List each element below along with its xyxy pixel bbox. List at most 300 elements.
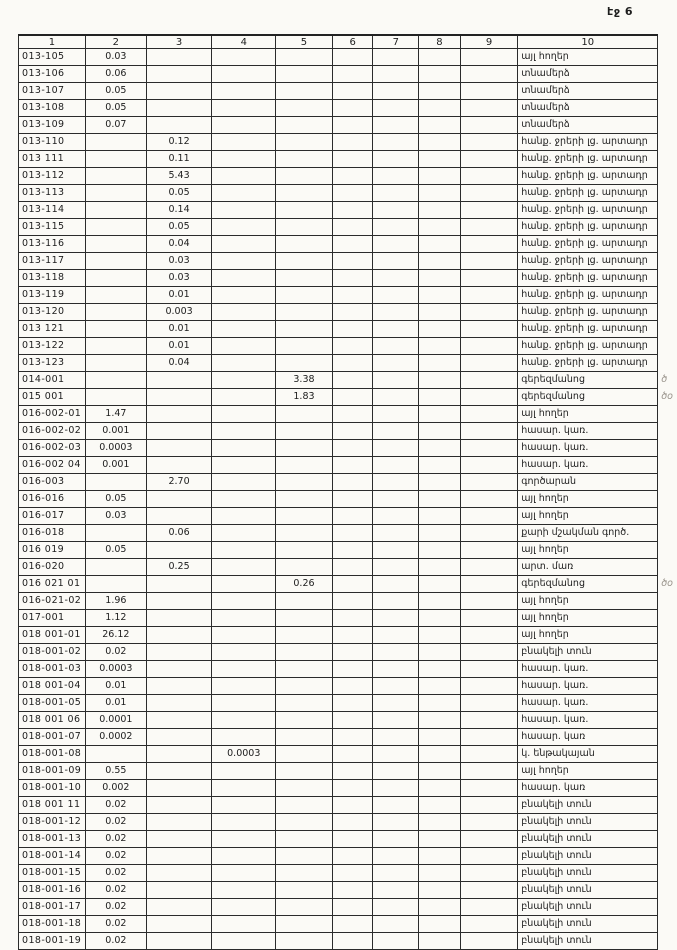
land-use-label: գերեզմանոց xyxy=(518,389,658,406)
land-use-label: բնակելի տուն xyxy=(518,797,658,814)
value-cell xyxy=(276,219,333,236)
value-cell: 0.02 xyxy=(85,848,146,865)
value-cell xyxy=(373,661,419,678)
land-use-label: գերեզմանոց xyxy=(518,372,658,389)
value-cell xyxy=(460,933,518,950)
value-cell xyxy=(419,695,461,712)
parcel-code: 013 121 xyxy=(19,321,86,338)
value-cell xyxy=(146,49,212,66)
margin-note xyxy=(658,423,677,440)
parcel-code: 018 001-01 xyxy=(19,627,86,644)
value-cell xyxy=(146,423,212,440)
value-cell xyxy=(332,253,373,270)
value-cell xyxy=(276,338,333,355)
value-cell xyxy=(276,661,333,678)
value-cell xyxy=(212,797,276,814)
value-cell xyxy=(373,287,419,304)
parcel-code: 013-105 xyxy=(19,49,86,66)
value-cell xyxy=(146,627,212,644)
value-cell xyxy=(419,372,461,389)
table-row xyxy=(19,797,677,814)
land-use-label: բնակելի տուն xyxy=(518,933,658,950)
value-cell: 0.01 xyxy=(85,695,146,712)
value-cell: 0.01 xyxy=(146,287,212,304)
value-cell xyxy=(332,270,373,287)
value-cell xyxy=(212,372,276,389)
value-cell: 0.05 xyxy=(85,491,146,508)
value-cell xyxy=(146,746,212,763)
margin-note xyxy=(658,117,677,134)
parcel-code: 013-123 xyxy=(19,355,86,372)
value-cell xyxy=(276,66,333,83)
table-row xyxy=(19,355,677,372)
value-cell xyxy=(212,525,276,542)
column-header: 5 xyxy=(276,35,333,49)
table-row xyxy=(19,525,677,542)
value-cell xyxy=(373,712,419,729)
land-use-label: այլ հողեր xyxy=(518,593,658,610)
value-cell xyxy=(276,287,333,304)
margin-note xyxy=(658,304,677,321)
table-row xyxy=(19,593,677,610)
margin-note xyxy=(658,678,677,695)
value-cell xyxy=(373,763,419,780)
value-cell xyxy=(373,916,419,933)
table-row xyxy=(19,831,677,848)
land-use-label: բնակելի տուն xyxy=(518,865,658,882)
value-cell xyxy=(212,440,276,457)
value-cell xyxy=(146,865,212,882)
value-cell xyxy=(332,814,373,831)
margin-note xyxy=(658,168,677,185)
value-cell xyxy=(146,882,212,899)
margin-note xyxy=(658,712,677,729)
column-header: 7 xyxy=(373,35,419,49)
value-cell xyxy=(146,491,212,508)
value-cell xyxy=(460,610,518,627)
value-cell xyxy=(373,236,419,253)
value-cell xyxy=(460,593,518,610)
value-cell xyxy=(332,661,373,678)
column-header: 10 xyxy=(518,35,658,49)
value-cell xyxy=(146,695,212,712)
value-cell xyxy=(419,559,461,576)
value-cell xyxy=(212,253,276,270)
value-cell xyxy=(212,134,276,151)
value-cell xyxy=(276,185,333,202)
value-cell xyxy=(212,168,276,185)
margin-note xyxy=(658,865,677,882)
value-cell xyxy=(332,763,373,780)
value-cell xyxy=(332,780,373,797)
value-cell xyxy=(460,321,518,338)
value-cell xyxy=(332,712,373,729)
land-use-label: այլ հողեր xyxy=(518,542,658,559)
land-use-label: հասար. կառ. xyxy=(518,712,658,729)
value-cell xyxy=(460,83,518,100)
margin-note xyxy=(658,355,677,372)
parcel-code: 013-106 xyxy=(19,66,86,83)
value-cell xyxy=(373,202,419,219)
value-cell xyxy=(146,83,212,100)
table-row xyxy=(19,882,677,899)
parcel-code: 018-001-07 xyxy=(19,729,86,746)
land-use-label: հասար. կառ. xyxy=(518,440,658,457)
value-cell xyxy=(332,338,373,355)
value-cell xyxy=(146,372,212,389)
margin-spacer xyxy=(658,35,677,49)
value-cell: 0.02 xyxy=(85,865,146,882)
value-cell xyxy=(373,899,419,916)
value-cell xyxy=(460,202,518,219)
value-cell xyxy=(419,100,461,117)
value-cell: 0.0002 xyxy=(85,729,146,746)
value-cell xyxy=(419,780,461,797)
value-cell xyxy=(460,729,518,746)
value-cell xyxy=(276,916,333,933)
value-cell xyxy=(212,542,276,559)
value-cell xyxy=(85,134,146,151)
land-use-label: հանք. ջրերի լց. արտադր xyxy=(518,185,658,202)
value-cell xyxy=(419,865,461,882)
table-row xyxy=(19,899,677,916)
value-cell: 0.0001 xyxy=(85,712,146,729)
value-cell xyxy=(419,916,461,933)
value-cell xyxy=(460,151,518,168)
value-cell xyxy=(85,576,146,593)
value-cell xyxy=(212,593,276,610)
value-cell xyxy=(332,882,373,899)
value-cell xyxy=(460,457,518,474)
value-cell xyxy=(212,270,276,287)
value-cell xyxy=(419,933,461,950)
value-cell xyxy=(419,882,461,899)
margin-note xyxy=(658,219,677,236)
value-cell xyxy=(419,729,461,746)
table-row xyxy=(19,610,677,627)
value-cell xyxy=(276,423,333,440)
land-use-label: այլ հողեր xyxy=(518,763,658,780)
value-cell xyxy=(332,933,373,950)
value-cell: 0.03 xyxy=(85,49,146,66)
value-cell xyxy=(332,49,373,66)
parcel-code: 013-120 xyxy=(19,304,86,321)
value-cell xyxy=(146,933,212,950)
land-use-label: այլ հողեր xyxy=(518,49,658,66)
value-cell xyxy=(332,440,373,457)
value-cell xyxy=(419,406,461,423)
value-cell xyxy=(373,338,419,355)
value-cell xyxy=(460,355,518,372)
value-cell xyxy=(419,253,461,270)
value-cell xyxy=(419,185,461,202)
value-cell xyxy=(276,712,333,729)
margin-note xyxy=(658,593,677,610)
parcel-code: 018 001 06 xyxy=(19,712,86,729)
table-row xyxy=(19,678,677,695)
land-use-label: հասար. կառ. xyxy=(518,423,658,440)
value-cell xyxy=(212,695,276,712)
value-cell xyxy=(332,610,373,627)
value-cell xyxy=(332,797,373,814)
value-cell xyxy=(419,644,461,661)
value-cell xyxy=(373,134,419,151)
parcel-code: 013-114 xyxy=(19,202,86,219)
table-row xyxy=(19,712,677,729)
value-cell xyxy=(212,610,276,627)
value-cell xyxy=(419,83,461,100)
parcel-code: 018-001-03 xyxy=(19,661,86,678)
land-use-label: տնամերձ xyxy=(518,117,658,134)
value-cell xyxy=(373,593,419,610)
value-cell xyxy=(460,49,518,66)
value-cell xyxy=(419,355,461,372)
parcel-code: 013-116 xyxy=(19,236,86,253)
value-cell: 0.002 xyxy=(85,780,146,797)
value-cell xyxy=(212,661,276,678)
value-cell xyxy=(373,933,419,950)
margin-note xyxy=(658,797,677,814)
value-cell: 0.12 xyxy=(146,134,212,151)
value-cell xyxy=(276,780,333,797)
value-cell: 0.11 xyxy=(146,151,212,168)
value-cell xyxy=(276,440,333,457)
value-cell xyxy=(460,899,518,916)
value-cell xyxy=(419,287,461,304)
value-cell xyxy=(419,423,461,440)
parcel-code: 013-115 xyxy=(19,219,86,236)
value-cell xyxy=(85,338,146,355)
parcel-code: 013-122 xyxy=(19,338,86,355)
value-cell xyxy=(373,270,419,287)
land-use-label: բնակելի տուն xyxy=(518,899,658,916)
land-use-label: բնակելի տուն xyxy=(518,848,658,865)
value-cell xyxy=(212,831,276,848)
table-row xyxy=(19,644,677,661)
value-cell: 0.14 xyxy=(146,202,212,219)
value-cell xyxy=(460,525,518,542)
table-row xyxy=(19,423,677,440)
land-use-label: հասար. կառ xyxy=(518,729,658,746)
value-cell xyxy=(85,287,146,304)
value-cell xyxy=(146,729,212,746)
value-cell xyxy=(212,151,276,168)
value-cell xyxy=(332,627,373,644)
value-cell xyxy=(373,168,419,185)
column-header: 1 xyxy=(19,35,86,49)
value-cell xyxy=(373,83,419,100)
margin-note xyxy=(658,729,677,746)
value-cell xyxy=(373,508,419,525)
value-cell xyxy=(85,236,146,253)
value-cell xyxy=(146,916,212,933)
land-use-label: բնակելի տուն xyxy=(518,882,658,899)
value-cell xyxy=(146,100,212,117)
margin-note xyxy=(658,491,677,508)
value-cell xyxy=(460,253,518,270)
parcel-code: 015 001 xyxy=(19,389,86,406)
value-cell: 0.02 xyxy=(85,644,146,661)
column-header: 8 xyxy=(419,35,461,49)
value-cell xyxy=(332,389,373,406)
land-use-label: բնակելի տուն xyxy=(518,831,658,848)
value-cell xyxy=(460,168,518,185)
value-cell xyxy=(212,202,276,219)
value-cell xyxy=(373,797,419,814)
value-cell xyxy=(332,406,373,423)
value-cell xyxy=(419,678,461,695)
value-cell xyxy=(373,491,419,508)
parcel-code: 018-001-05 xyxy=(19,695,86,712)
value-cell xyxy=(212,83,276,100)
value-cell xyxy=(212,321,276,338)
table-row xyxy=(19,729,677,746)
value-cell xyxy=(332,729,373,746)
value-cell: 0.0003 xyxy=(85,661,146,678)
value-cell: 0.05 xyxy=(85,83,146,100)
value-cell xyxy=(276,746,333,763)
value-cell xyxy=(146,389,212,406)
value-cell xyxy=(212,66,276,83)
value-cell xyxy=(146,66,212,83)
value-cell xyxy=(332,168,373,185)
margin-note xyxy=(658,457,677,474)
value-cell xyxy=(332,134,373,151)
table-row xyxy=(19,406,677,423)
land-use-label: այլ հողեր xyxy=(518,491,658,508)
value-cell xyxy=(85,474,146,491)
value-cell xyxy=(419,219,461,236)
value-cell xyxy=(460,746,518,763)
value-cell xyxy=(332,202,373,219)
land-use-label: հանք. ջրերի լց. արտադր xyxy=(518,219,658,236)
value-cell xyxy=(373,219,419,236)
value-cell xyxy=(146,406,212,423)
value-cell xyxy=(419,117,461,134)
land-use-label: բնակելի տուն xyxy=(518,644,658,661)
value-cell xyxy=(332,66,373,83)
table-row xyxy=(19,508,677,525)
land-use-label: այլ հողեր xyxy=(518,627,658,644)
table-row xyxy=(19,440,677,457)
land-use-label: այլ հողեր xyxy=(518,406,658,423)
land-use-label: հանք. ջրերի լց. արտադր xyxy=(518,134,658,151)
margin-note xyxy=(658,882,677,899)
value-cell xyxy=(332,559,373,576)
table-row xyxy=(19,559,677,576)
value-cell: 0.07 xyxy=(85,117,146,134)
value-cell xyxy=(276,848,333,865)
parcel-code: 014-001 xyxy=(19,372,86,389)
value-cell xyxy=(460,66,518,83)
value-cell xyxy=(85,559,146,576)
value-cell: 0.001 xyxy=(85,457,146,474)
land-use-label: տնամերձ xyxy=(518,66,658,83)
parcel-code: 016 021 01 xyxy=(19,576,86,593)
table-row xyxy=(19,389,677,406)
value-cell xyxy=(419,321,461,338)
land-use-label: այլ հողեր xyxy=(518,508,658,525)
margin-note xyxy=(658,899,677,916)
value-cell xyxy=(419,797,461,814)
margin-note xyxy=(658,559,677,576)
value-cell xyxy=(276,831,333,848)
value-cell xyxy=(212,355,276,372)
value-cell xyxy=(419,270,461,287)
land-use-label: հանք. ջրերի լց. արտադր xyxy=(518,287,658,304)
value-cell: 0.26 xyxy=(276,576,333,593)
value-cell xyxy=(460,440,518,457)
parcel-code: 018-001-09 xyxy=(19,763,86,780)
parcel-code: 013 111 xyxy=(19,151,86,168)
land-use-label: հանք. ջրերի լց. արտադր xyxy=(518,151,658,168)
value-cell xyxy=(460,508,518,525)
value-cell xyxy=(85,372,146,389)
table-row xyxy=(19,304,677,321)
value-cell xyxy=(212,780,276,797)
value-cell: 0.04 xyxy=(146,355,212,372)
value-cell: 0.05 xyxy=(146,185,212,202)
value-cell xyxy=(212,338,276,355)
value-cell xyxy=(332,576,373,593)
margin-note xyxy=(658,236,677,253)
value-cell xyxy=(460,542,518,559)
value-cell xyxy=(276,474,333,491)
value-cell xyxy=(276,627,333,644)
value-cell xyxy=(146,593,212,610)
table-row xyxy=(19,66,677,83)
value-cell xyxy=(419,814,461,831)
value-cell xyxy=(212,457,276,474)
value-cell xyxy=(460,491,518,508)
margin-note xyxy=(658,100,677,117)
land-use-label: գերեզմանոց xyxy=(518,576,658,593)
value-cell xyxy=(373,542,419,559)
value-cell xyxy=(373,865,419,882)
value-cell xyxy=(212,882,276,899)
value-cell xyxy=(332,644,373,661)
value-cell xyxy=(146,457,212,474)
value-cell xyxy=(419,525,461,542)
value-cell xyxy=(460,831,518,848)
value-cell xyxy=(332,423,373,440)
value-cell xyxy=(460,916,518,933)
value-cell: 0.05 xyxy=(146,219,212,236)
value-cell xyxy=(460,406,518,423)
value-cell: 1.83 xyxy=(276,389,333,406)
value-cell: 0.02 xyxy=(85,797,146,814)
value-cell xyxy=(212,49,276,66)
land-use-label: քարի մշակման գործ. xyxy=(518,525,658,542)
margin-note xyxy=(658,508,677,525)
table-row xyxy=(19,219,677,236)
value-cell xyxy=(212,576,276,593)
value-cell xyxy=(85,151,146,168)
value-cell xyxy=(460,287,518,304)
parcel-code: 018 001 11 xyxy=(19,797,86,814)
header-row xyxy=(19,35,677,49)
value-cell xyxy=(276,49,333,66)
parcel-code: 017-001 xyxy=(19,610,86,627)
land-parcel-table xyxy=(18,34,677,950)
value-cell: 0.03 xyxy=(146,253,212,270)
value-cell xyxy=(460,678,518,695)
value-cell xyxy=(276,525,333,542)
value-cell xyxy=(332,185,373,202)
table-row xyxy=(19,202,677,219)
value-cell xyxy=(146,440,212,457)
value-cell xyxy=(373,780,419,797)
